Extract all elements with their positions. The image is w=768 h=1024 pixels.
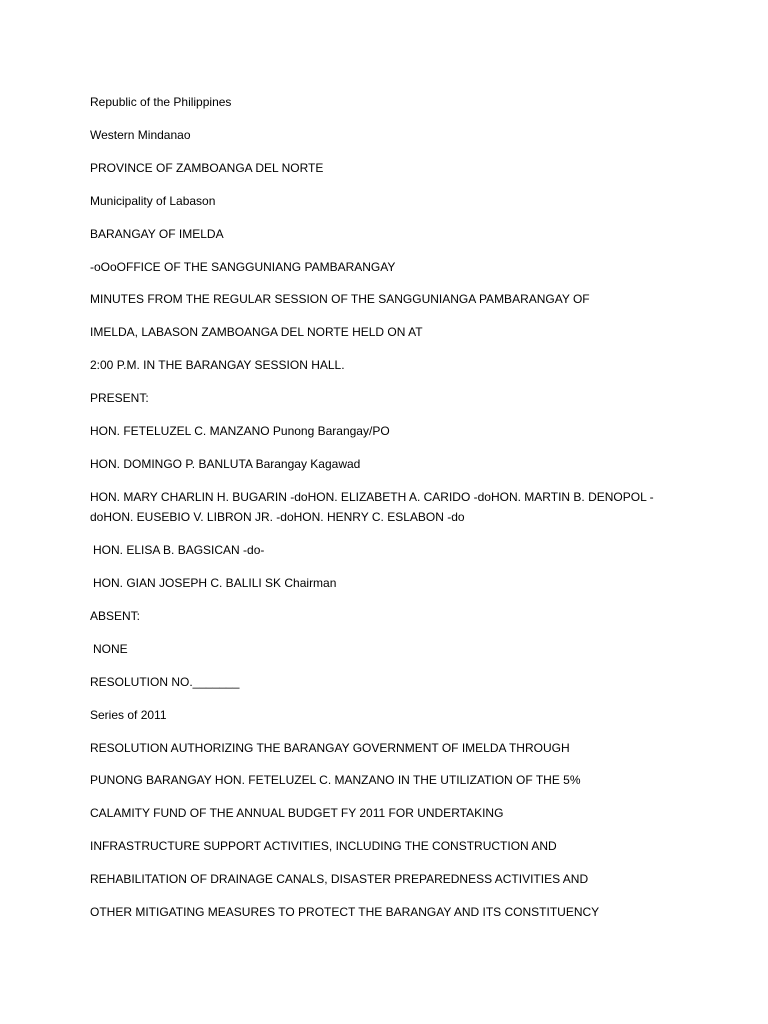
resolution-number: RESOLUTION NO._______ [90, 675, 240, 689]
header-office: -oOoOFFICE OF THE SANGGUNIANG PAMBARANGAY [90, 260, 396, 274]
resolution-title-line: INFRASTRUCTURE SUPPORT ACTIVITIES, INCLUDING THE CONSTRUCTION AND [90, 839, 557, 853]
header-municipality: Municipality of Labason [90, 194, 216, 208]
minutes-line-2: IMELDA, LABASON ZAMBOANGA DEL NORTE HELD ON AT [90, 325, 423, 339]
header-barangay: BARANGAY OF IMELDA [90, 227, 224, 241]
header-region: Western Mindanao [90, 128, 191, 142]
absent-label: ABSENT: [90, 609, 141, 623]
present-label: PRESENT: [90, 391, 149, 405]
header-country: Republic of the Philippines [90, 95, 232, 109]
present-member: HON. ELISA B. BAGSICAN -do- [93, 543, 265, 557]
present-member: HON. GIAN JOSEPH C. BALILI SK Chairman [93, 576, 337, 590]
resolution-series: Series of 2011 [90, 708, 167, 722]
resolution-title-line: REHABILITATION OF DRAINAGE CANALS, DISASTER PREPAREDNESS ACTIVITIES AND [90, 872, 589, 886]
absent-value: NONE [93, 642, 128, 656]
resolution-title-line: OTHER MITIGATING MEASURES TO PROTECT THE BARANGAY AND ITS CONSTITUENCY [90, 905, 600, 919]
present-member: HON. MARY CHARLIN H. BUGARIN -doHON. ELIZABETH A. CARIDO -doHON. MARTIN B. DENOPOL -doHON. EUSEBIO V. LIBRON JR. -doHON. HENRY C. ESLABON -do [90, 490, 654, 524]
minutes-line-1: MINUTES FROM THE REGULAR SESSION OF THE SANGGUNIANGA PAMBARANGAY OF [90, 292, 590, 306]
resolution-title-line: PUNONG BARANGAY HON. FETELUZEL C. MANZANO IN THE UTILIZATION OF THE 5% [90, 773, 581, 787]
minutes-line-3: 2:00 P.M. IN THE BARANGAY SESSION HALL. [90, 358, 345, 372]
header-province: PROVINCE OF ZAMBOANGA DEL NORTE [90, 161, 324, 175]
present-member: HON. FETELUZEL C. MANZANO Punong Barangay/PO [90, 424, 390, 438]
present-member: HON. DOMINGO P. BANLUTA Barangay Kagawad [90, 457, 361, 471]
resolution-title-line: RESOLUTION AUTHORIZING THE BARANGAY GOVERNMENT OF IMELDA THROUGH [90, 741, 570, 755]
resolution-title-line: CALAMITY FUND OF THE ANNUAL BUDGET FY 2011 FOR UNDERTAKING [90, 806, 504, 820]
